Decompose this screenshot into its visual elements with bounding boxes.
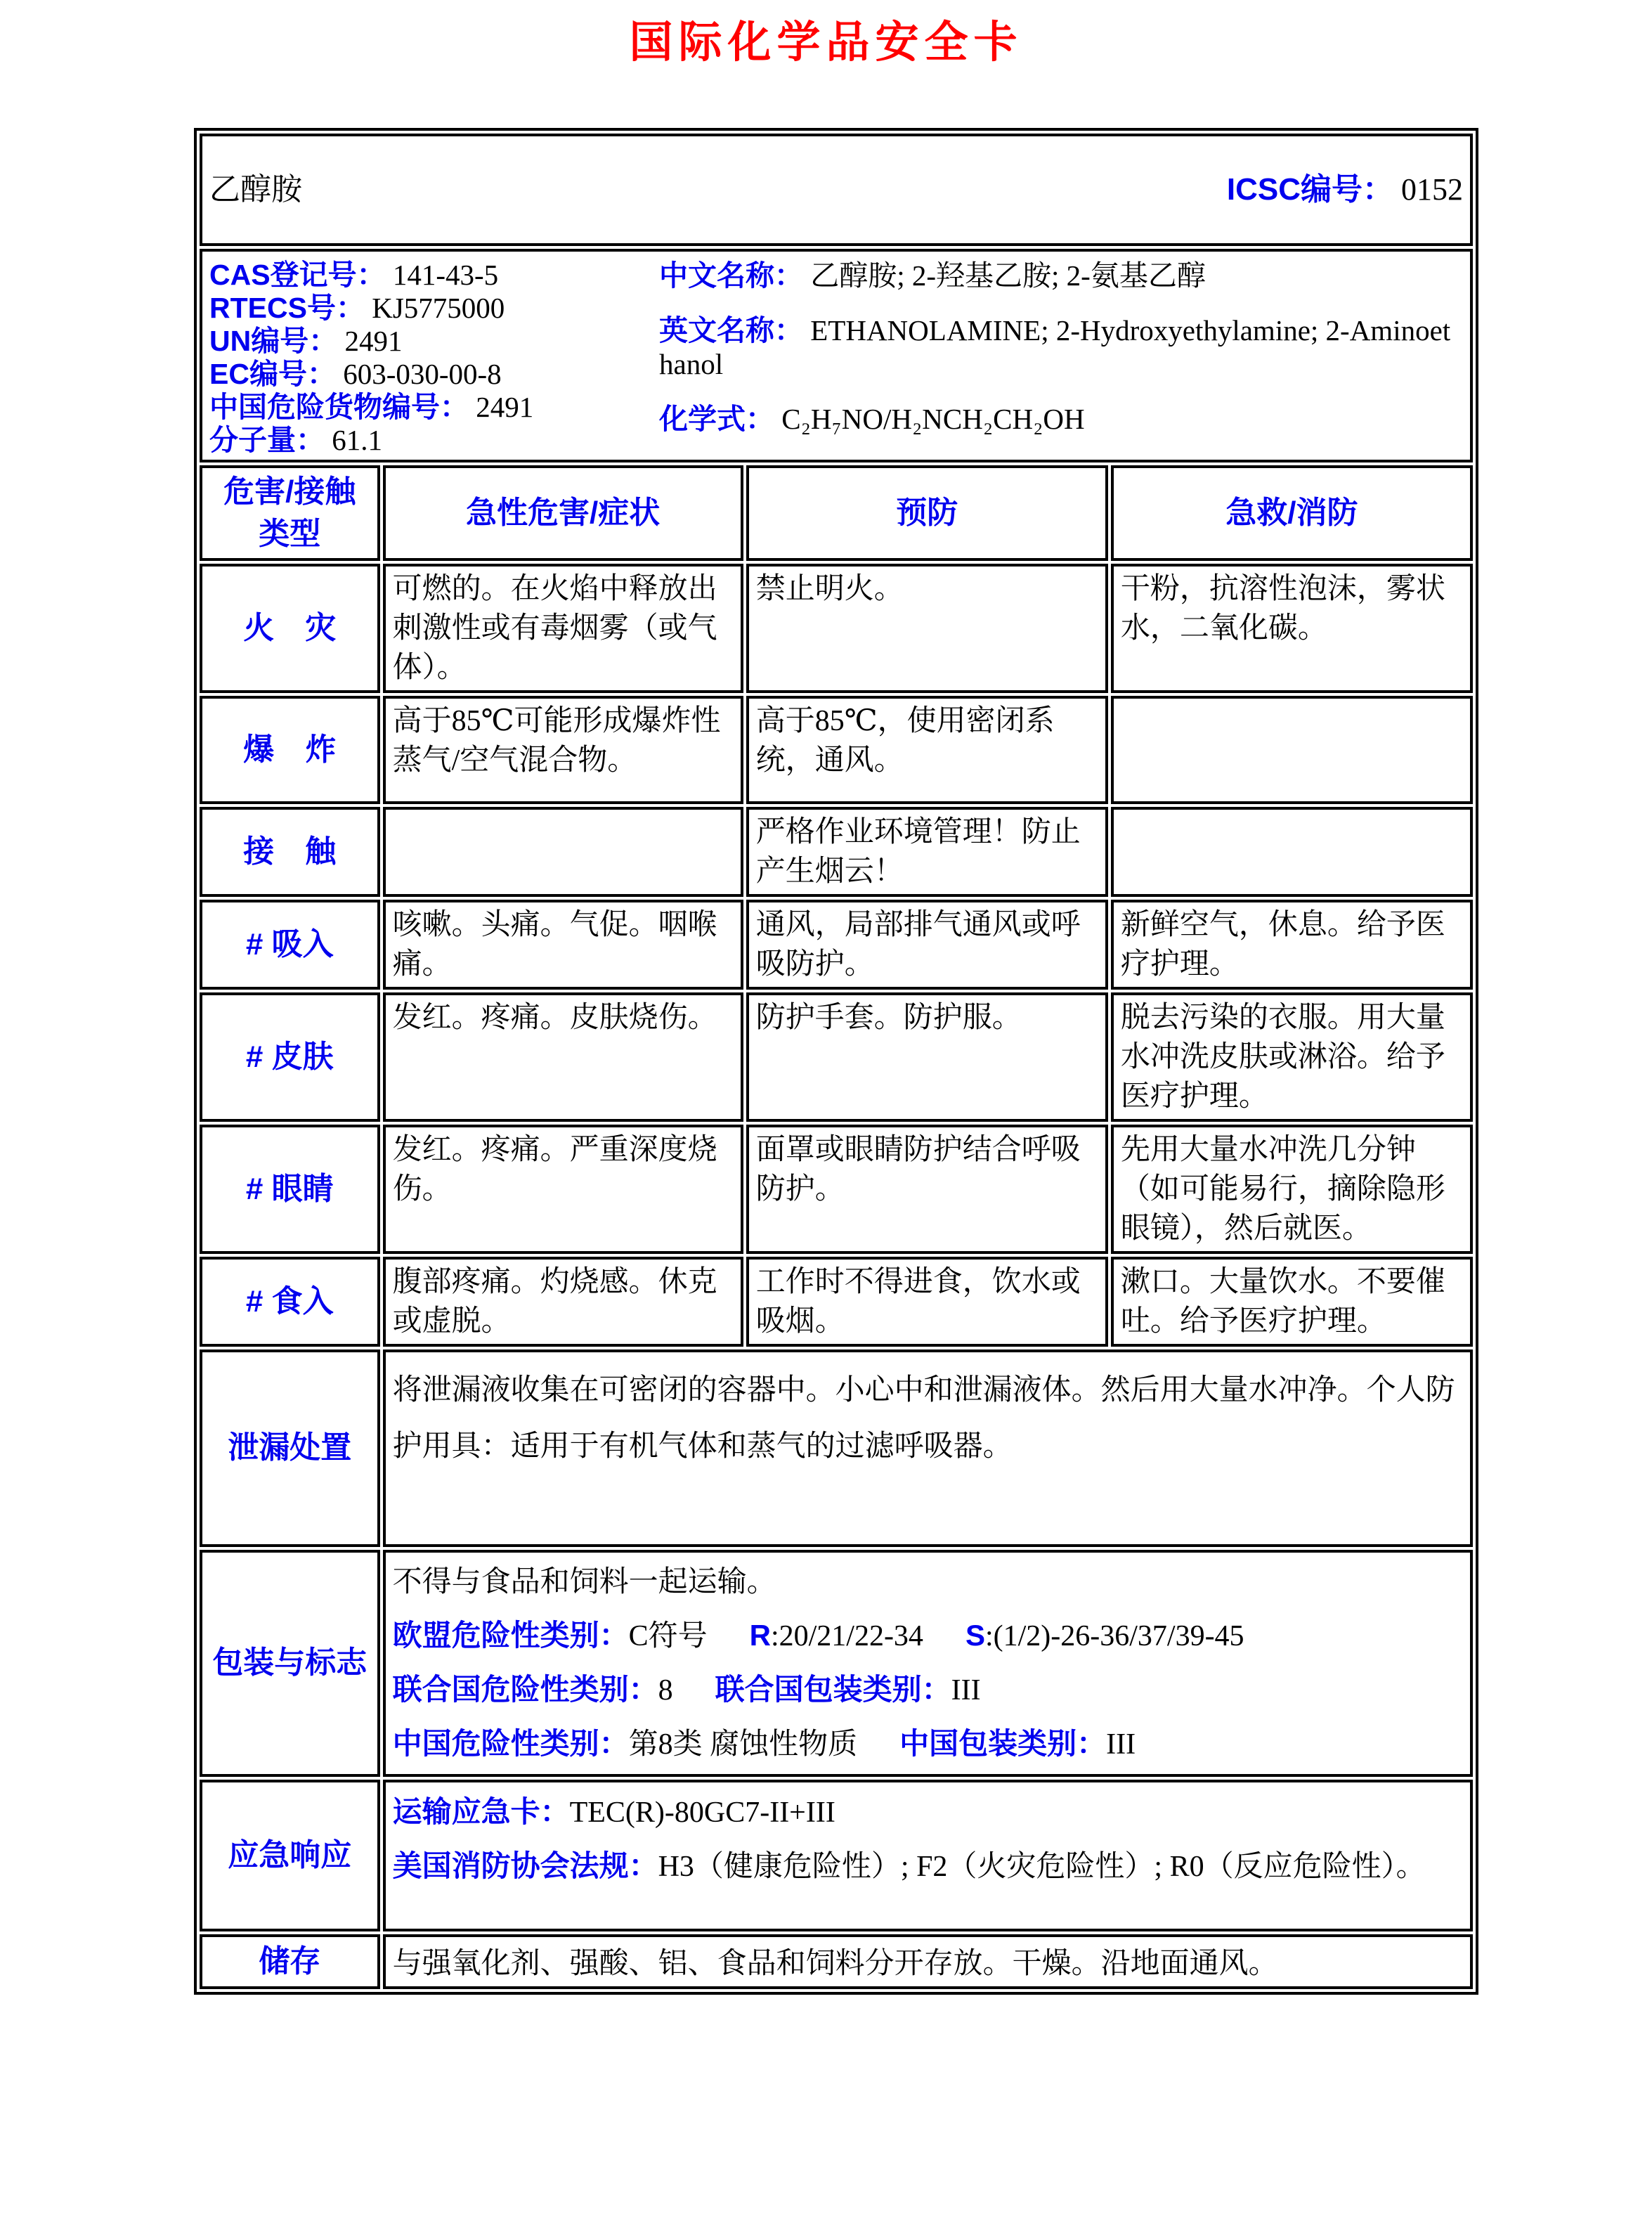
registry-numbers [209,259,659,457]
chemical-names [659,259,1463,457]
eyes-symptoms: 发红。疼痛。严重深度烧伤。 [383,1125,743,1254]
identifiers-cell [200,249,1473,462]
packaging-eu-line: 欧盟危险性类别：C符号 R:20/21/22-34 S:(1/2)-26-36/37/39-45 [392,1619,1244,1652]
packaging-content [383,1550,1473,1777]
explosion-prevention: 高于85℃，使用密闭系统，通风。 [746,696,1108,804]
spill-row [200,1349,1473,1547]
icsc-number-label: ICSC编号： [1226,172,1393,207]
inhalation-label-cell: # 吸入 [200,900,380,990]
chemical-formula: 化学式： C₂H₇NO/H₂NCH₂CH₂OH [659,403,1085,435]
eyes-firstaid: 先用大量水冲洗几分钟（如可能易行，摘除隐形眼镜），然后就医。 [1111,1125,1473,1254]
hazard-row-skin [200,992,1473,1122]
fire-symptoms: 可燃的。在火焰中释放出刺激性或有毒烟雾（或气体）。 [383,564,743,693]
chinese-name: 中文名称： 乙醇胺; 2-羟基乙胺; 2-氨基乙醇 [659,259,1206,292]
inhalation-symptoms: 咳嗽。头痛。气促。咽喉痛。 [383,900,743,990]
rtecs-number: RTECS号： KJ5775000 [209,292,505,324]
skin-symptoms: 发红。疼痛。皮肤烧伤。 [383,992,743,1122]
ingestion-symptoms: 腹部疼痛。灼烧感。休克或虚脱。 [383,1257,743,1347]
header-firstaid: 急救/消防 [1111,465,1473,561]
packaging-cn-line: 中国危险性类别：第8类 腐蚀性物质 中国包装类别：III [392,1727,1136,1761]
spill-content: 将泄漏液收集在可密闭的容器中。小心中和泄漏液体。然后用大量水冲净。个人防护用具：适用于有机气体和蒸气的过滤呼吸器。 [383,1349,1473,1547]
ingestion-firstaid: 漱口。大量饮水。不要催吐。给予医疗护理。 [1111,1257,1473,1347]
icsc-card-table [194,128,1478,1995]
un-number: UN编号： 2491 [209,325,403,357]
skin-label-cell: # 皮肤 [200,992,380,1122]
emergency-label-cell: 应急响应 [200,1780,380,1931]
ingestion-label-cell: # 食入 [200,1257,380,1347]
hazard-row-inhalation [200,900,1473,990]
ec-number: EC编号： 603-030-00-8 [209,358,502,390]
explosion-firstaid [1111,696,1473,804]
skin-firstaid: 脱去污染的衣服。用大量水冲洗皮肤或淋浴。给予医疗护理。 [1111,992,1473,1122]
packaging-un-line: 联合国危险性类别：8 联合国包装类别：III [392,1673,981,1707]
china-dangerous-goods-number: 中国危险货物编号： 2491 [209,391,534,423]
emergency-tec-line: 运输应急卡：TEC(R)-80GC7-II+III [392,1795,835,1829]
chemical-name: 乙醇胺 [209,172,302,207]
packaging-transport-note: 不得与食品和饲料一起运输。 [392,1566,776,1598]
storage-row [200,1934,1473,1989]
hazard-row-explosion [200,696,1473,804]
explosion-symptoms: 高于85℃可能形成爆炸性蒸气/空气混合物。 [383,696,743,804]
emergency-content [383,1780,1473,1931]
emergency-row [200,1780,1473,1931]
exposure-label-cell: 接 触 [200,807,380,897]
name-row [200,134,1473,246]
icsc-number [1227,170,1463,209]
explosion-label-cell: 爆 炸 [200,696,380,804]
emergency-nfpa-line: 美国消防协会法规：H3（健康危险性）; F2（火灾危险性）; R0（反应危险性）。 [392,1849,1426,1883]
inhalation-firstaid: 新鲜空气，休息。给予医疗护理。 [1111,900,1473,990]
molecular-weight: 分子量： 61.1 [209,424,382,456]
name-cell [200,134,1473,246]
storage-label-cell: 储存 [200,1934,380,1989]
spill-label-cell: 泄漏处置 [200,1349,380,1547]
exposure-symptoms [383,807,743,897]
hazard-row-fire [200,564,1473,693]
storage-content: 与强氧化剂、强酸、铝、食品和饲料分开存放。干燥。沿地面通风。 [383,1934,1473,1989]
skin-prevention: 防护手套。防护服。 [746,992,1108,1122]
english-name: 英文名称： ETHANOLAMINE; 2-Hydroxyethylamine; 2-Aminoethanol [659,314,1451,380]
page-title: 国际化学品安全卡 [629,18,1023,67]
icsc-number-value: 0152 [1401,172,1463,207]
fire-firstaid: 干粉，抗溶性泡沫，雾状水，二氧化碳。 [1111,564,1473,693]
identifiers-row [200,249,1473,462]
hazard-row-exposure [200,807,1473,897]
ingestion-prevention: 工作时不得进食，饮水或吸烟。 [746,1257,1108,1347]
header-prevention: 预防 [746,465,1108,561]
cas-number: CAS登记号： 141-43-5 [209,259,499,291]
packaging-row [200,1550,1473,1777]
header-symptoms: 急性危害/症状 [383,465,743,561]
fire-prevention: 禁止明火。 [746,564,1108,693]
exposure-firstaid [1111,807,1473,897]
hazard-row-eyes [200,1125,1473,1254]
eyes-prevention: 面罩或眼睛防护结合呼吸防护。 [746,1125,1108,1254]
fire-label-cell: 火 灾 [200,564,380,693]
inhalation-prevention: 通风，局部排气通风或呼吸防护。 [746,900,1108,990]
hazard-row-ingestion [200,1257,1473,1347]
table-header-row [200,465,1473,561]
packaging-label-cell: 包装与标志 [200,1550,380,1777]
exposure-prevention: 严格作业环境管理！防止产生烟云！ [746,807,1108,897]
eyes-label-cell: # 眼睛 [200,1125,380,1254]
header-hazard-type: 危害/接触 类型 [200,465,380,561]
